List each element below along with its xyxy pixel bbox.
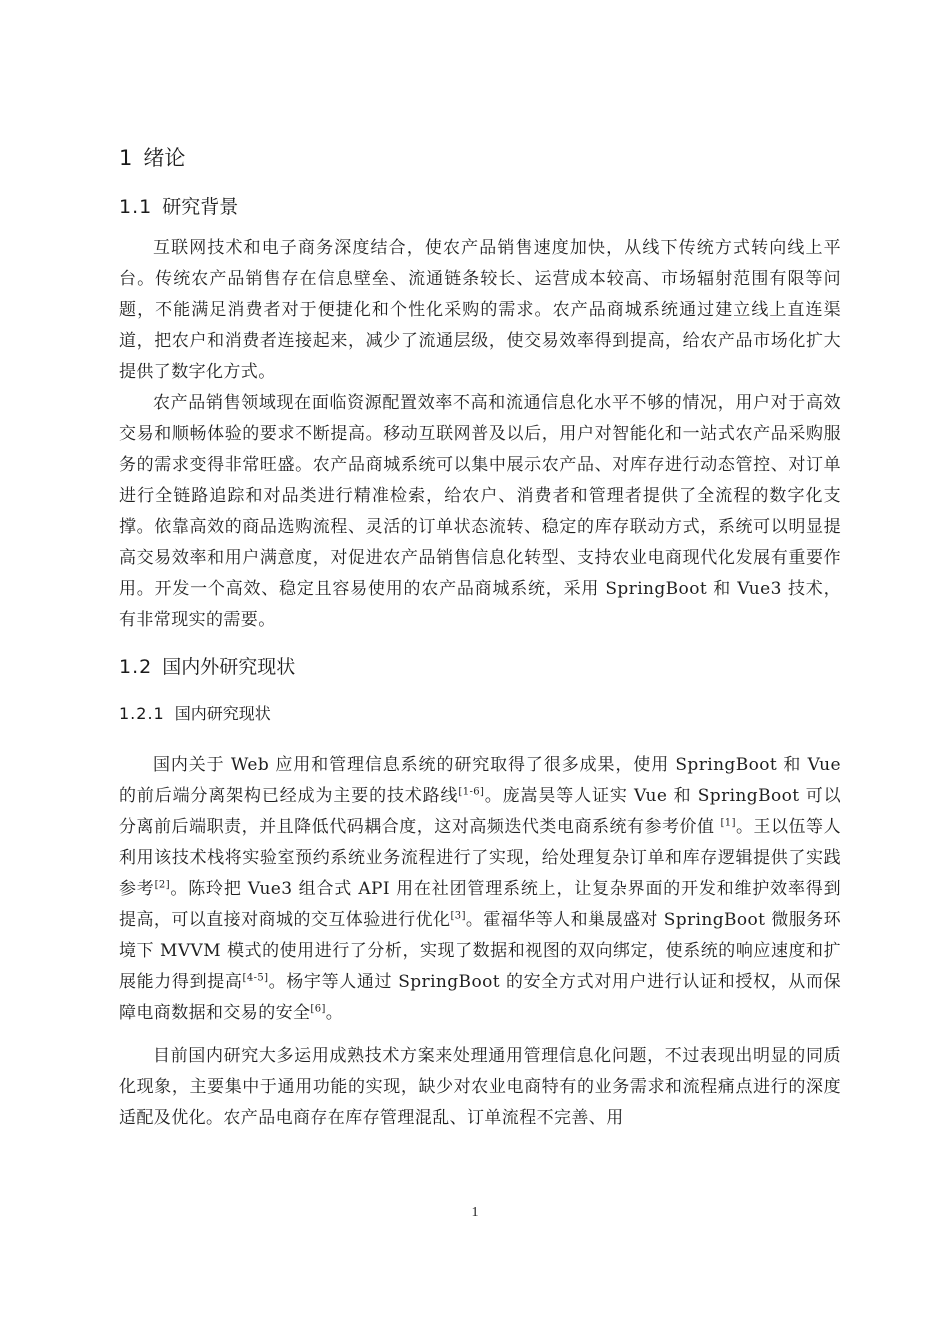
page-content [119, 138, 841, 1134]
paragraph-text: 。霍福华等人和巢晟盛对 SpringBoot 微服务环境下 MVVM 模式的使用进行了分析，实现了数据和视图的双向绑定，使系统的响应速度和扩展能力得到提高 [119, 910, 841, 992]
citation: [1] [720, 817, 736, 829]
body-paragraph-with-citations [119, 750, 841, 1029]
page-number: 1 [471, 1205, 479, 1220]
citation: [4-5] [242, 972, 269, 984]
subsection-number: 1.2.1 [119, 704, 165, 723]
subsection-heading-domestic-status [119, 701, 841, 724]
section-number: 1.1 [119, 196, 153, 218]
body-paragraph: 农产品销售领域现在面临资源配置效率不高和流通信息化水平不够的情况，用户对于高效交易和顺畅体验的要求不断提高。移动互联网普及以后，用户对智能化和一站式农产品采购服务的需求变得非常旺盛。农产品商城系统可以集中展示农产品、对库存进行动态管控、对订单进行全链路追踪和对品类进行精准检索，给农户、消费者和管理者提供了全流程的数字化支撑。依靠高效的商品选购流程、灵活的订单状态流转、稳定的库存联动方式，系统可以明显提高交易效率和用户满意度，对促进农产品销售信息化转型、支持农业电商现代化发展有重要作用。开发一个高效、稳定且容易使用的农产品商城系统，采用 SpringBoot 和 Vue3 技术，有非常现实的需要。 [119, 393, 841, 630]
citation: [1-6] [458, 786, 485, 798]
body-paragraph: 互联网技术和电子商务深度结合，使农产品销售速度加快，从线下传统方式转向线上平台。传统农产品销售存在信息壁垒、流通链条较长、运营成本较高、市场辐射范围有限等问题，不能满足消费者对于便捷化和个性化采购的需求。农产品商城系统通过建立线上直连渠道，把农户和消费者连接起来，减少了流通层级，使交易效率得到提高，给农产品市场化扩大提供了数字化方式。 [119, 238, 841, 382]
citation: [3] [450, 910, 466, 922]
paragraph-text: 。庞嵩昊等人证实 Vue 和 SpringBoot 可以分离前后端职责，并且降低代码耦合度，这对高频迭代类电商系统有参考价值 [119, 786, 841, 837]
paragraph-text: 。杨宇等人通过 SpringBoot 的安全方式对用户进行认证和授权，从而保障电商数据和交易的安全 [119, 972, 841, 1023]
paragraph-text: 。 [325, 1003, 344, 1023]
body-paragraph: 目前国内研究大多运用成熟技术方案来处理通用管理信息化问题，不过表现出明显的同质化现象，主要集中于通用功能的实现，缺少对农业电商特有的业务需求和流程痛点进行的深度适配及优化。农产品电商存在库存管理混乱、订单流程不完善、用 [119, 1046, 841, 1128]
section-heading-research-status [119, 652, 841, 679]
section-number: 1.2 [119, 656, 153, 678]
subsection-title: 国内研究现状 [174, 704, 271, 723]
chapter-heading [119, 142, 841, 172]
section-title: 研究背景 [162, 196, 239, 218]
paragraph-text: 。陈玲把 Vue3 组合式 API 用在社团管理系统上，让复杂界面的开发和维护效率得到提高，可以直接对商城的交互体验进行优化 [119, 879, 841, 930]
paragraph-text: 。王以伍等人利用该技术栈将实验室预约系统业务流程进行了实现，给处理复杂订单和库存逻辑提供了实践参考 [119, 817, 841, 899]
chapter-number: 1 [119, 146, 134, 170]
chapter-title: 绪论 [143, 146, 186, 170]
section-title: 国内外研究现状 [162, 656, 296, 678]
citation: [2] [154, 879, 170, 891]
section-heading-research-background [119, 192, 841, 219]
citation: [6] [310, 1003, 326, 1015]
paragraph-text: 国内关于 Web 应用和管理信息系统的研究取得了很多成果，使用 SpringBoot 和 Vue 的前后端分离架构已经成为主要的技术路线 [119, 755, 841, 806]
